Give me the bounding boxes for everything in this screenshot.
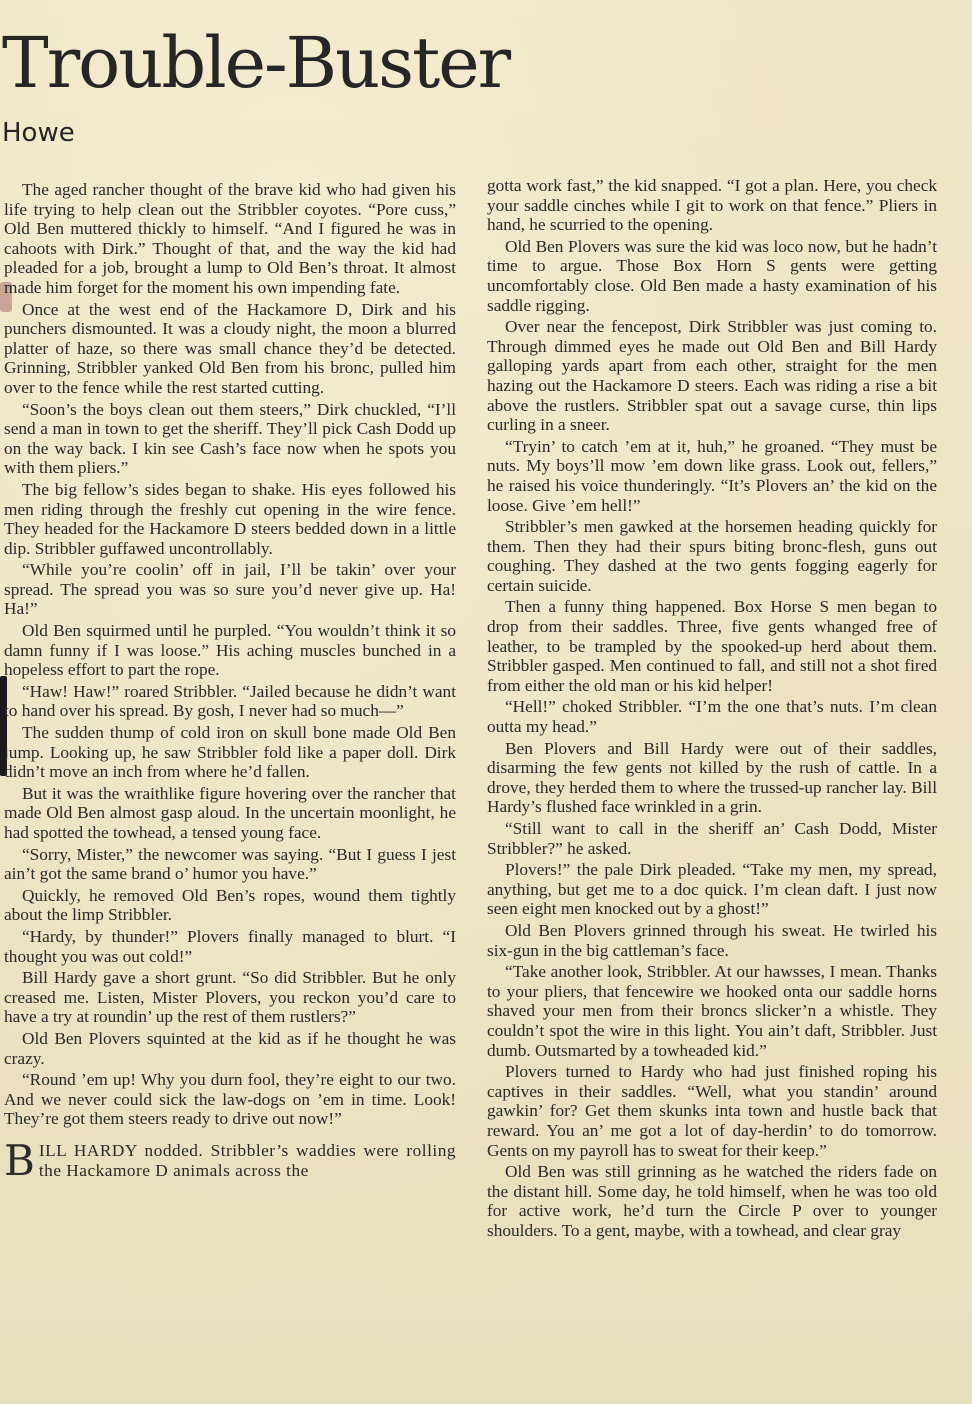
- paragraph: Plovers turned to Hardy who had just finished roping his captives in their saddles. “Well, what you standin’ around gawkin’ for? Get them skunks inta town and hustle back that reward. You an’ me got a lot of day-herdin’ to do tomorrow. Gents on my payroll has to sweat for their keep.”: [487, 1062, 937, 1160]
- paragraph: “Still want to call in the sheriff an’ Cash Dodd, Mister Stribbler?” he asked.: [487, 819, 937, 858]
- paragraph: The big fellow’s sides began to shake. His eyes followed his men riding through the freshly cut opening in the wire fence. They headed for the Hackamore D steers bedded down in a little dip. Stribbler guffawed uncontrollably.: [4, 479, 456, 558]
- paragraph: Old Ben Plovers grinned through his sweat. He twirled his six-gun in the big cattleman’s face.: [487, 920, 937, 960]
- right-text-column: [487, 176, 937, 1394]
- paragraph: gotta work fast,” the kid snapped. “I got a plan. Here, you check your saddle cinches while I git to work on that fence.” Pliers in hand, he scurried to the opening.: [487, 176, 937, 235]
- paragraph: Quickly, he removed Old Ben’s ropes, wound them tightly about the limp Stribbler.: [4, 885, 456, 925]
- author-byline: Howe: [2, 118, 75, 148]
- paragraph: Stribbler’s men gawked at the horsemen heading quickly for them. Then they had their spurs biting bronc-flesh, guns out coughing. They dashed at the two gents fogging eagerly for certain suicide.: [487, 517, 937, 595]
- paragraph: Old Ben was still grinning as he watched the riders fade on the distant hill. Some day, he told himself, when he was too old for active work, he’d turn the Circle P over to younger shoulders. To a gent, maybe, with a towhead, and clear gray: [487, 1162, 937, 1240]
- paragraph: The sudden thump of cold iron on skull bone made Old Ben jump. Looking up, he saw Stribbler fold like a paper doll. Dirk didn’t move an inch from where he’d fallen.: [4, 723, 456, 782]
- paragraph: “Round ’em up! Why you durn fool, they’re eight to our two. And we never could sick the law-dogs on ’em in time. Look! They’re got them steers ready to drive out now!”: [4, 1070, 456, 1129]
- paragraph: “Haw! Haw!” roared Stribbler. “Jailed because he didn’t want to hand over his spread. By gosh, I never had so much—”: [4, 681, 456, 721]
- paragraph: Plovers!” the pale Dirk pleaded. “Take my men, my spread, anything, but get me to a doc quick. I’m clean daft. I just now seen eight men knocked out by a ghost!”: [487, 860, 937, 919]
- drop-cap: B: [4, 1135, 35, 1185]
- paragraph: “Hell!” choked Stribbler. “I’m the one that’s nuts. I’m clean outta my head.”: [487, 697, 937, 737]
- paragraph: Over near the fencepost, Dirk Stribbler was just coming to. Through dimmed eyes he made out Old Ben and Bill Hardy galloping yards apart from each other, straight for the men hazing out the Hackamore D steers. Each was riding a rise a bit above the rustlers. Stribbler spat out a savage curse, thin lips curling in a sneer.: [487, 317, 937, 435]
- paragraph: Once at the west end of the Hackamore D, Dirk and his punchers dismounted. It was a cloudy night, the moon a blurred platter of haze, so there was small chance they’d be detected. Grinning, Stribbler yanked Old Ben from his bronc, pulled him over to the fence while the rest started cutting.: [4, 299, 456, 397]
- paragraph: “Soon’s the boys clean out them steers,” Dirk chuckled, “I’ll send a man in town to get the sheriff. They’ll pick Cash Dodd up on the way back. I kin see Cash’s face now when he spots you with them pliers.”: [4, 399, 456, 478]
- paragraph: Then a funny thing happened. Box Horse S men began to drop from their saddles. Three, five gents whanged free of leather, to be trampled by the spooked-up herd about them. Stribbler gasped. Men continued to fall, and still not a shot fired from either the old man or his kid helper!: [487, 597, 937, 695]
- paragraph: But it was the wraithlike figure hovering over the rancher that made Old Ben almost gasp aloud. In the uncertain moonlight, he had spotted the towhead, a tensed young face.: [4, 783, 456, 842]
- paragraph: The aged rancher thought of the brave kid who had given his life trying to help clean out the Stribbler coyotes. “Pore cuss,” Old Ben muttered thickly to himself. “And I figured he was in cahoots with Dirk.” Thought of that, and the way the kid had pleaded for a job, brought a lump to Old Ben’s throat. It almost made him forget for the moment his own impending fate.: [4, 180, 456, 297]
- story-title: Trouble-Buster: [2, 22, 510, 104]
- paragraph: “While you’re coolin’ off in jail, I’ll be takin’ over your spread. The spread you was so sure you’d never give up. Ha! Ha!”: [4, 560, 456, 619]
- paragraph: “Tryin’ to catch ’em at it, huh,” he groaned. “They must be nuts. My boys’ll mow ’em down like grass. Look out, fellers,” he raised his voice thunderingly. “It’s Plovers an’ the kid on the loose. Give ’em hell!”: [487, 436, 937, 515]
- paragraph: “Hardy, by thunder!” Plovers finally managed to blurt. “I thought you was out cold!”: [4, 926, 456, 966]
- paragraph: Bill Hardy gave a short grunt. “So did Stribbler. But he only creased me. Listen, Mister Plovers, you reckon you’d care to have a try at roundin’ up the rest of them rustlers?”: [4, 968, 456, 1027]
- section-opening-paragraph: [4, 1135, 456, 1185]
- paragraph: “Sorry, Mister,” the newcomer was saying. “But I guess I jest ain’t got the same brand o’ humor you have.”: [4, 844, 456, 884]
- section-opening-text: ILL HARDY nodded. Stribbler’s waddies were rolling the Hackamore D animals across the: [38, 1140, 456, 1180]
- paragraph: Old Ben squirmed until he purpled. “You wouldn’t think it so damn funny if I was loose.” His aching muscles bunched in a hopeless effort to part the rope.: [4, 621, 456, 680]
- left-text-column: [4, 180, 456, 1398]
- paragraph: “Take another look, Stribbler. At our hawsses, I mean. Thanks to your pliers, that fencewire we hooked onta our saddle horns shaved your men from their broncs slicker’n a whistle. They couldn’t spot the wire in this light. You ain’t daft, Stribbler. Just dumb. Outsmarted by a towheaded kid.”: [487, 962, 937, 1060]
- paragraph: Ben Plovers and Bill Hardy were out of their saddles, disarming the few gents not killed by the rush of cattle. In a drove, they herded them to where the trussed-up rancher lay. Bill Hardy’s flushed face wrinkled in a grin.: [487, 738, 937, 817]
- paragraph: Old Ben Plovers squinted at the kid as if he thought he was crazy.: [4, 1028, 456, 1068]
- paragraph: Old Ben Plovers was sure the kid was loco now, but he hadn’t time to argue. Those Box Horn S gents were getting uncomfortably close. Old Ben made a hasty examination of his saddle rigging.: [487, 236, 937, 315]
